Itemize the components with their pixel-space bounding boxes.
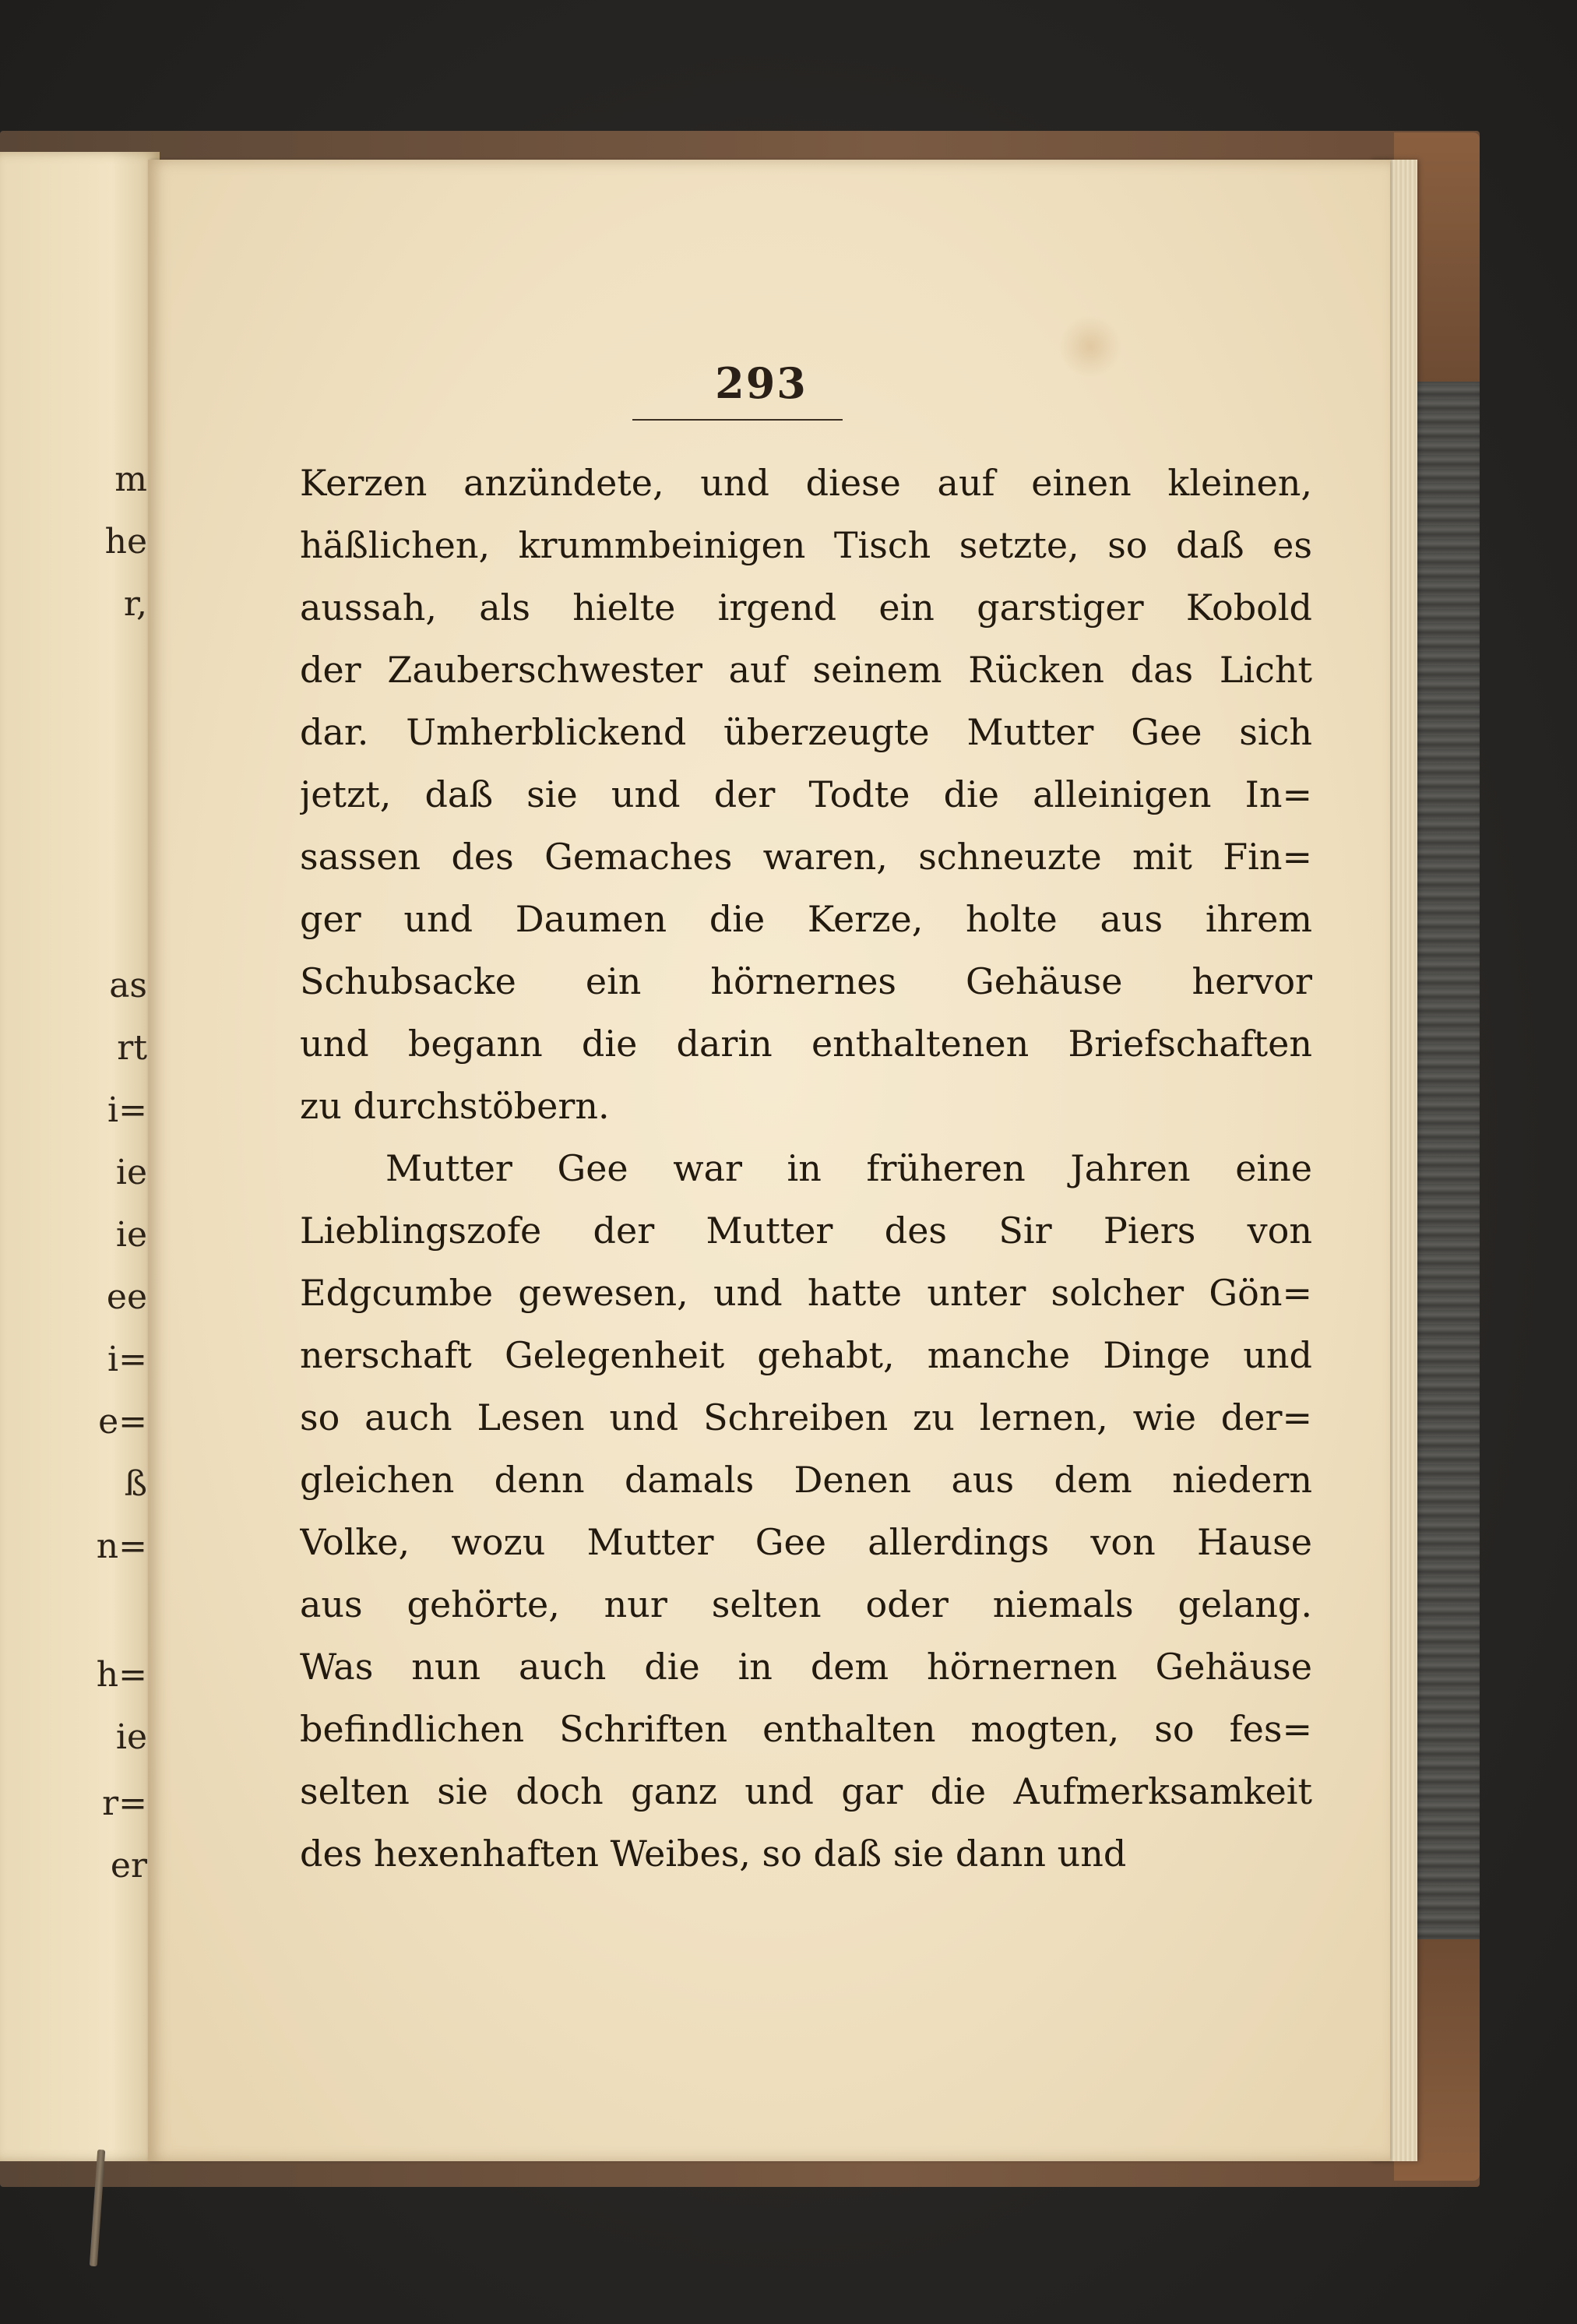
text-line: nerschaft Gelegenheit gehabt, manche Dinge und bbox=[300, 1334, 1312, 1376]
facing-page-fragment: n= bbox=[96, 1526, 147, 1566]
facing-page-fragment: h= bbox=[96, 1655, 147, 1695]
facing-page-fragment: er bbox=[110, 1846, 147, 1886]
facing-page-fragment: e= bbox=[98, 1402, 147, 1442]
text-line: aussah, als hielte irgend ein garstiger Kobold bbox=[300, 586, 1312, 629]
facing-page-fragment: i= bbox=[107, 1340, 147, 1379]
text-line: jetzt, daß sie und der Todte die alleinigen In= bbox=[300, 773, 1312, 815]
facing-page-fragment: ß bbox=[124, 1464, 147, 1504]
facing-page-fragment: i= bbox=[107, 1090, 147, 1130]
text-line: Kerzen anzündete, und diese auf einen kleinen, bbox=[300, 462, 1312, 504]
text-line: aus gehörte, nur selten oder niemals gelang. bbox=[300, 1583, 1312, 1625]
text-line: dar. Umherblickend überzeugte Mutter Gee sich bbox=[300, 711, 1312, 753]
text-line: zu durchstöbern. bbox=[300, 1085, 610, 1127]
facing-page-fragment: r, bbox=[123, 584, 147, 624]
facing-page-fragment: ie bbox=[115, 1215, 147, 1255]
facing-page-fragment: m bbox=[114, 460, 147, 499]
facing-page-fragment: r= bbox=[102, 1783, 147, 1823]
text-line: ger und Daumen die Kerze, holte aus ihrem bbox=[300, 898, 1312, 940]
text-line: des hexenhaften Weibes, so daß sie dann und bbox=[300, 1833, 1127, 1875]
text-line: der Zauberschwester auf seinem Rücken das Licht bbox=[300, 649, 1312, 691]
page-text bbox=[300, 452, 1312, 1885]
text-line: Volke, wozu Mutter Gee allerdings von Hause bbox=[300, 1521, 1312, 1563]
facing-page-fragment: as bbox=[109, 966, 147, 1005]
text-line: Edgcumbe gewesen, und hatte unter solcher Gön= bbox=[300, 1272, 1312, 1314]
facing-page-fragment: he bbox=[104, 522, 147, 562]
text-line: so auch Lesen und Schreiben zu lernen, wie der= bbox=[300, 1396, 1312, 1438]
text-line: sassen des Gemaches waren, schneuzte mit Fin= bbox=[300, 836, 1312, 878]
facing-page-fragment: rt bbox=[117, 1028, 147, 1068]
page-number: 293 bbox=[715, 358, 808, 408]
text-line: häßlichen, krummbeinigen Tisch setzte, so daß es bbox=[300, 524, 1312, 566]
book-page bbox=[148, 160, 1390, 2161]
page-number-rule bbox=[632, 419, 843, 421]
text-line: Lieblingszofe der Mutter des Sir Piers von bbox=[300, 1210, 1312, 1252]
text-line: befindlichen Schriften enthalten mogten, so fes= bbox=[300, 1708, 1312, 1750]
facing-page-fragment: ie bbox=[115, 1717, 147, 1757]
facing-page-fragment: ie bbox=[115, 1153, 147, 1192]
text-line: Schubsacke ein hörnernes Gehäuse hervor bbox=[300, 960, 1312, 1002]
text-line: und begann die darin enthaltenen Briefschaften bbox=[300, 1023, 1312, 1065]
text-line: selten sie doch ganz und gar die Aufmerksamkeit bbox=[300, 1770, 1312, 1812]
text-line: Mutter Gee war in früheren Jahren eine bbox=[385, 1147, 1312, 1189]
text-line: Was nun auch die in dem hörnernen Gehäuse bbox=[300, 1646, 1312, 1688]
text-line: gleichen denn damals Denen aus dem niedern bbox=[300, 1459, 1312, 1501]
facing-page bbox=[0, 152, 160, 2161]
facing-page-fragment: ee bbox=[106, 1277, 147, 1317]
